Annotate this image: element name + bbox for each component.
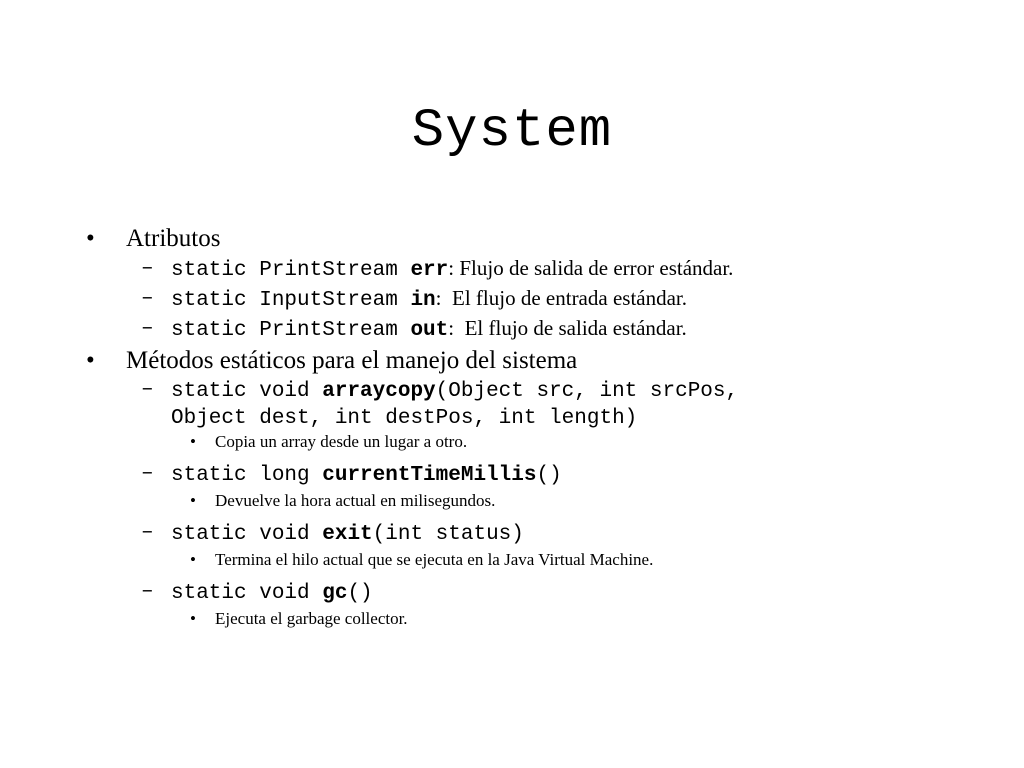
attribute-item-err [86, 255, 986, 285]
attribute-type: static InputStream [171, 289, 411, 312]
bullet-dot-icon: • [190, 491, 196, 510]
method-modifiers: static void [171, 582, 323, 605]
attribute-name: in [410, 289, 436, 312]
method-params: (Object src, int srcPos, [435, 380, 739, 403]
method-params: () [347, 582, 373, 605]
dash-icon: – [141, 287, 154, 310]
attribute-item-out [86, 315, 986, 345]
method-desc-arraycopy [86, 431, 986, 460]
method-desc-currenttimemillis [86, 490, 986, 519]
method-description: Ejecuta el garbage collector. [215, 609, 408, 628]
slide-body [86, 223, 986, 637]
attribute-type: static PrintStream [171, 319, 411, 342]
attribute-separator: : [448, 316, 455, 340]
method-params-continued: Object dest, int destPos, int length) [171, 407, 638, 430]
method-item-arraycopy [86, 377, 986, 431]
method-name: gc [322, 582, 348, 605]
section-label: Atributos [126, 225, 221, 252]
bullet-atributos [86, 223, 986, 255]
method-desc-gc [86, 608, 986, 637]
attribute-separator: : [435, 286, 442, 310]
method-modifiers: static long [171, 464, 323, 487]
attribute-item-in [86, 285, 986, 315]
method-params: () [536, 464, 562, 487]
dash-icon: – [141, 378, 154, 401]
method-desc-exit [86, 549, 986, 578]
method-name: currentTimeMillis [322, 464, 537, 487]
method-description: Devuelve la hora actual en milisegundos. [215, 491, 496, 510]
method-modifiers: static void [171, 523, 323, 546]
method-item-gc [86, 578, 986, 608]
dash-icon: – [141, 317, 154, 340]
bullet-dot-icon: • [86, 225, 95, 252]
attribute-name: out [410, 319, 449, 342]
dash-icon: – [141, 521, 154, 544]
section-label: Métodos estáticos para el manejo del sistema [126, 347, 578, 374]
attribute-name: err [410, 259, 449, 282]
method-modifiers: static void [171, 380, 323, 403]
method-description: Copia un array desde un lugar a otro. [215, 432, 468, 451]
dash-icon: – [141, 580, 154, 603]
attribute-description: Flujo de salida de error estándar. [454, 256, 734, 280]
attribute-description: El flujo de salida estándar. [454, 316, 687, 340]
attribute-description: El flujo de entrada estándar. [441, 286, 688, 310]
dash-icon: – [141, 462, 154, 485]
method-name: exit [322, 523, 373, 546]
attribute-separator: : [448, 256, 455, 280]
dash-icon: – [141, 257, 154, 280]
bullet-dot-icon: • [190, 550, 196, 569]
method-item-exit [86, 519, 986, 549]
bullet-metodos [86, 345, 986, 377]
attribute-type: static PrintStream [171, 259, 411, 282]
bullet-dot-icon: • [190, 432, 196, 451]
method-params: (int status) [372, 523, 524, 546]
bullet-dot-icon: • [190, 609, 196, 628]
method-description: Termina el hilo actual que se ejecuta en la Java Virtual Machine. [215, 550, 654, 569]
bullet-dot-icon: • [86, 347, 95, 374]
method-item-currenttimemillis [86, 460, 986, 490]
slide-title: System [411, 101, 613, 162]
method-name: arraycopy [322, 380, 436, 403]
